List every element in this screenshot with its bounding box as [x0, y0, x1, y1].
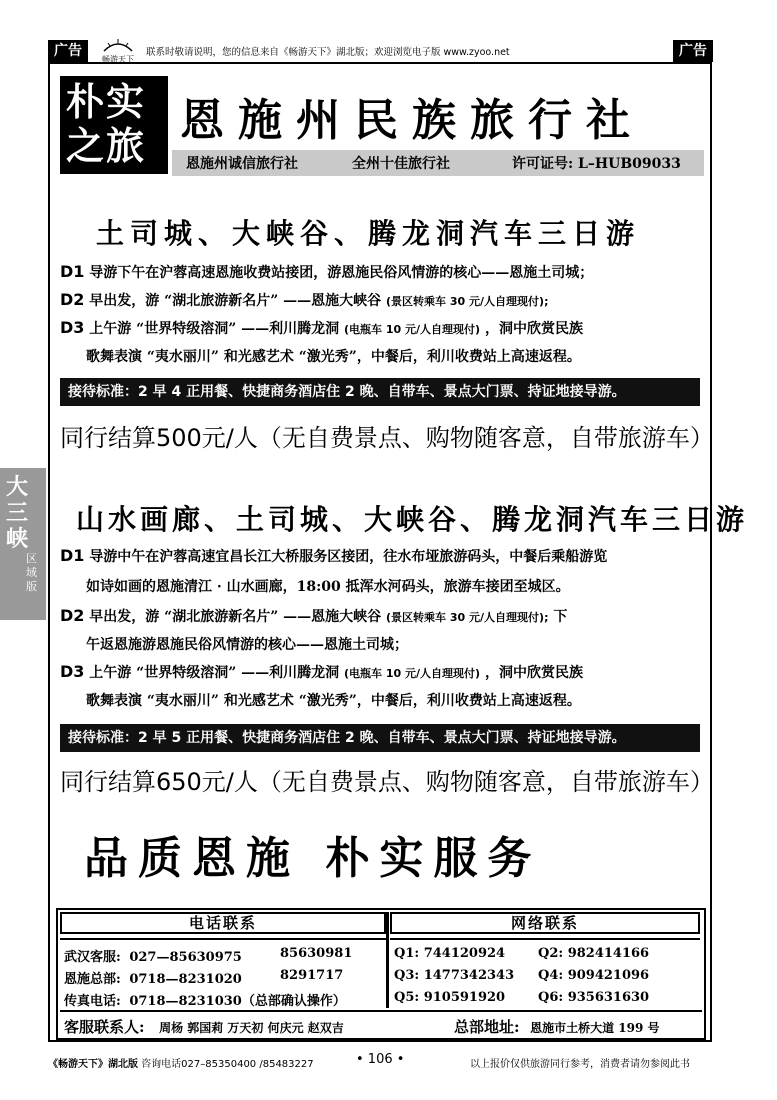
tour1-day3-label: D3 — [60, 318, 85, 337]
tour1-day1-label: D1 — [60, 262, 85, 281]
staff-row — [64, 1016, 344, 1037]
contact-vertical-divider — [386, 912, 389, 1008]
tour1-day2-label: D2 — [60, 290, 85, 309]
phone-label: 恩施总部: — [64, 972, 121, 987]
agency-honor-1: 恩施州诚信旅行社 — [186, 156, 298, 172]
tour2-day3-cont: 歌舞表演 “夷水丽川” 和光感艺术 “激光秀”，中餐后，利川收费站上高速返程。 — [86, 693, 581, 709]
phone-divider — [60, 938, 386, 940]
tour1-day3-text-b: ，洞中欣赏民族 — [484, 321, 583, 337]
tour2-day3 — [60, 662, 583, 682]
region-tab-title — [6, 474, 30, 552]
svg-text:畅游天下: 畅游天下 — [102, 55, 134, 64]
agency-name: 恩施州民族旅行社 — [180, 95, 644, 146]
contact-bottom-divider — [60, 1010, 702, 1012]
footer-brand: 《畅游天下》湖北版 — [48, 1059, 138, 1070]
tour2-day1-text-a: 导游中午在沪蓉高速宜昌长江大桥服务区接团，往水布垭旅游码头，中餐后乘船游览 — [89, 549, 608, 565]
tour2-day1-cont: 如诗如画的恩施清江 · 山水画廊，18:00 抵浑水河码头，旅游车接团至城区。 — [86, 579, 570, 595]
qq-number: Q1: 744120924 — [394, 946, 506, 961]
online-divider — [390, 938, 700, 940]
tour1-day3-note: (电瓶车 10 元/人自理现付) — [344, 323, 481, 336]
tour2-price: 同行结算650元/人（无自费景点、购物随客意，自带旅游车） — [60, 768, 714, 796]
qq-number: Q4: 909421096 — [538, 968, 650, 983]
region-tab — [0, 468, 46, 620]
brand-box — [60, 76, 168, 174]
qq-number: Q3: 1477342343 — [394, 968, 515, 983]
hq-row — [454, 1016, 659, 1037]
phone-row-1 — [64, 946, 353, 965]
tour1-standard: 接待标准：2 早 4 正用餐、快捷商务酒店住 2 晚、自带车、景点大门票、持证地接导游。 — [60, 378, 700, 406]
agency-honor-2: 全州十佳旅行社 — [352, 156, 450, 172]
fax-number: 0718—8231030（总部确认操作） — [129, 994, 346, 1009]
tour1-day2-note: (景区转乘车 30 元/人自理现付); — [386, 295, 549, 308]
brand-line-1: 朴实 — [66, 79, 147, 124]
tour2-day2-tail: 下 — [553, 609, 568, 625]
qq-number: Q2: 982414166 — [538, 946, 650, 961]
slogan: 品质恩施 朴实服务 — [84, 833, 542, 884]
ad-tag-left: 广告 — [48, 40, 88, 62]
phone-number: 027—85630975 — [129, 950, 242, 965]
phone-label: 传真电话: — [64, 994, 121, 1009]
qq-row-3 — [394, 990, 650, 1005]
tour2-day2 — [60, 606, 567, 626]
tour2-day1-label: D1 — [60, 546, 85, 565]
agency-subband — [172, 150, 704, 176]
phone-number-alt: 85630981 — [280, 946, 353, 961]
tour2-standard: 接待标准：2 早 5 正用餐、快捷商务酒店住 2 晚、自带车、景点大门票、持证地接导游。 — [60, 724, 700, 752]
phone-label: 武汉客服: — [64, 950, 121, 965]
phone-row-2 — [64, 968, 344, 987]
staff-label: 客服联系人: — [64, 1018, 145, 1036]
footer-left — [48, 1055, 314, 1070]
tour1-title: 土司城、大峡谷、腾龙洞汽车三日游 — [96, 217, 641, 250]
tour2-day2-label: D2 — [60, 606, 85, 625]
tour2-day1 — [60, 546, 607, 566]
hq-label: 总部地址: — [454, 1018, 520, 1036]
phone-number-alt: 8291717 — [280, 968, 344, 983]
region-tab-subtitle — [26, 552, 38, 594]
tour2-day2-note: (景区转乘车 30 元/人自理现付); — [386, 611, 549, 624]
header-notice: 联系时敬请说明，您的信息来自《畅游天下》湖北版；欢迎浏览电子版 www.zyoo.net — [146, 47, 510, 58]
tour1-day1 — [60, 262, 593, 282]
tour2-title: 山水画廊、土司城、大峡谷、腾龙洞汽车三日游 — [76, 503, 749, 536]
phone-contact-header: 电话联系 — [60, 912, 386, 934]
qq-row-1 — [394, 946, 650, 961]
publication-logo-icon — [96, 37, 140, 65]
qq-number: Q6: 935631630 — [538, 990, 650, 1005]
tour1-price: 同行结算500元/人（无自费景点、购物随客意，自带旅游车） — [60, 424, 714, 452]
tour2-day2-text-a: 早出发，游 “湖北旅游新名片” ——恩施大峡谷 — [89, 609, 382, 625]
qq-row-2 — [394, 968, 650, 983]
tour2-day3-text-a: 上午游 “世界特级溶洞” ——利川腾龙洞 — [89, 665, 340, 681]
tour2-day3-label: D3 — [60, 662, 85, 681]
region-tab-title-text: 大三峡 — [6, 474, 29, 552]
tour2-day3-text-b: ，洞中欣赏民族 — [484, 665, 583, 681]
license-number: 许可证号: L–HUB09033 — [512, 156, 681, 172]
qq-number: Q5: 910591920 — [394, 990, 506, 1005]
hq-address: 恩施市土桥大道 199 号 — [530, 1021, 660, 1035]
tour1-day2-text: 早出发，游 “湖北旅游新名片” ——恩施大峡谷 — [89, 293, 382, 309]
page-number: • 106 • — [356, 1052, 405, 1067]
ad-tag-right: 广告 — [673, 40, 713, 62]
staff-names: 周杨 郭国莉 万天初 何庆元 赵双吉 — [159, 1021, 344, 1035]
tour2-day3-note: (电瓶车 10 元/人自理现付) — [344, 667, 481, 680]
region-tab-subtitle-text: 区域版 — [26, 552, 37, 593]
tour1-day3-text-a: 上午游 “世界特级溶洞” ——利川腾龙洞 — [89, 321, 340, 337]
tour1-day3-cont: 歌舞表演 “夷水丽川” 和光感艺术 “激光秀”，中餐后，利川收费站上高速返程。 — [86, 349, 581, 365]
online-contact-header: 网络联系 — [390, 912, 700, 934]
tour1-day1-text: 导游下午在沪蓉高速恩施收费站接团，游恩施民俗风情游的核心——恩施土司城； — [89, 265, 594, 281]
brand-line-2: 之旅 — [66, 123, 147, 168]
footer-disclaimer: 以上报价仅供旅游同行参考，消费者请勿参阅此书 — [470, 1059, 690, 1070]
tour1-day2 — [60, 290, 548, 310]
phone-row-3 — [64, 990, 346, 1009]
tour2-day2-cont: 午返恩施游恩施民俗风情游的核心——恩施土司城； — [86, 637, 408, 653]
tour1-day3 — [60, 318, 583, 338]
footer-phone: 咨询电话027–85350400 /85483227 — [141, 1059, 314, 1070]
phone-number: 0718—8231020 — [129, 972, 242, 987]
